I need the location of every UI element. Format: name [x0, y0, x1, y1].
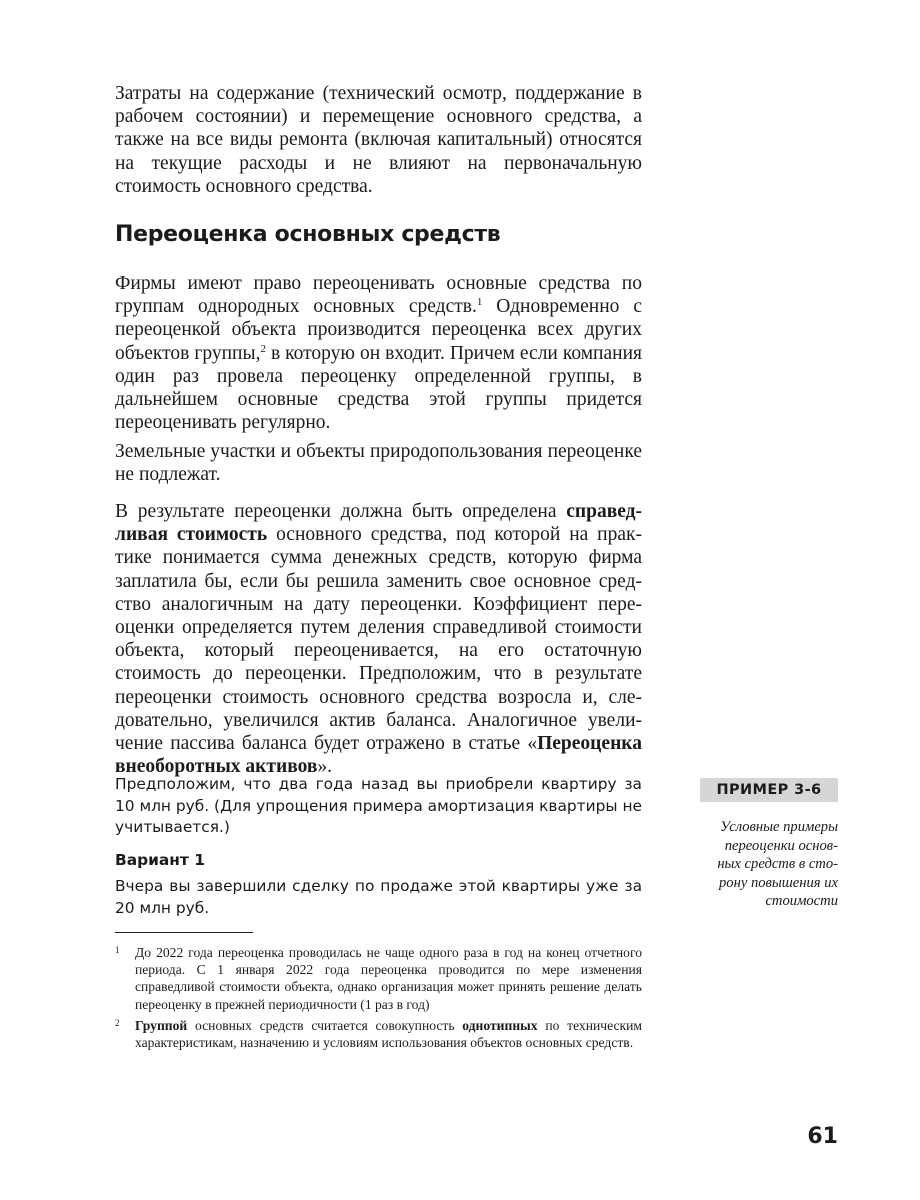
footnote-ref-1[interactable]: 1	[476, 296, 483, 309]
intro-paragraph: Затраты на содержание (технический осмотр, поддержание в рабочем состоянии) и перемещение основного средства, а также на все виды ремонта (включая капитальный) относятся на текущие расходы и не влияют на первоначальную стоимость основного средства.	[115, 83, 642, 197]
paragraph-text: Одновременно с переоценкой объекта производится переоценка всех других объектов группы,	[115, 296, 642, 364]
section-heading: Переоценка основных средств	[115, 222, 501, 247]
paragraph-text: ».	[317, 756, 333, 778]
example-variant-heading: Вариант 1	[115, 850, 205, 869]
caption-line: переоценки основ-	[724, 837, 838, 854]
footnote-number: 1	[115, 945, 120, 955]
caption-line: ных средств в сто-	[717, 856, 838, 873]
example-variant-text: Вчера вы завершили сделку по продаже этой квартиры уже за 20 млн руб.	[115, 877, 642, 917]
footnote-ref-2[interactable]: 2	[260, 342, 266, 355]
term-fair-value: справедливая стоимость	[115, 501, 642, 546]
footnote-text: основных средств считается совокупность	[187, 1017, 463, 1033]
caption-line: стоимости	[765, 893, 838, 910]
paragraph-land-exclusion: Земельные участки и объекты природопользования переоценке не подлежат.	[115, 441, 642, 486]
paragraph-text: в которую он входит. Причем если компания один раз провела переоценку определенной группы, в дальнейшем основные средства этой группы придется переоценивать регулярно.	[115, 342, 642, 434]
caption-line: рону повышения их	[718, 874, 838, 891]
example-block	[115, 774, 642, 919]
footnote-text: по техническим характеристикам, назначению и условиям использования объектов основных средств.	[135, 1017, 643, 1051]
paragraph-text: Фирмы имеют право переоценивать основные средства по группам однородных основных средств.	[115, 273, 642, 318]
caption-line: Условные примеры	[720, 819, 838, 835]
example-caption	[690, 818, 838, 911]
term-group: Группой	[135, 1017, 188, 1033]
example-intro: Предположим, что два года назад вы приобрели квартиру за 10 млн руб. (Для упрощения примера амортизация квартиры не учитывается.)	[115, 775, 642, 836]
footnote-number: 2	[115, 1017, 120, 1028]
paragraph-text: В результате переоценки должна быть определена	[115, 501, 567, 522]
paragraph-revaluation-rights	[115, 272, 642, 434]
footnotes	[115, 944, 642, 1055]
page-number: 61	[807, 1124, 838, 1149]
paragraph-fair-value	[115, 500, 642, 778]
footnote-2	[115, 1017, 642, 1051]
paragraph-text: основного средства, под которой на практике понимается сумма денежных средств, которую фирма заплатила бы, если бы решила заменить свое основное средство аналогичным на дату переоценки. Коэффициент переоценки определяется путем деления справедливой стоимости объекта, который переоценивается, на его остаточную стоимость до переоценки. Предположим, что в результате переоценки стоимость основного средства возросла и, следовательно, увеличился актив баланса. Аналогичное увеличение пассива баланса будет отражено в статье «	[115, 524, 642, 755]
term-same-type: однотипных	[462, 1017, 538, 1033]
footnote-text: До 2022 года переоценка проводилась не чаще одного раза в год на конец отчетного периода. С 1 января 2022 года переоценка проводится по мере изменения справедливой стоимости объекта, однако организация может принять решение делать переоценку в прежней периодичности (1 раз в год)	[135, 945, 642, 1012]
term-revaluation-article: Переоценка внеоборотных активов	[115, 733, 642, 778]
footnote-divider	[115, 932, 253, 933]
example-badge: ПРИМЕР 3-6	[700, 778, 838, 802]
footnote-1	[115, 944, 642, 1013]
